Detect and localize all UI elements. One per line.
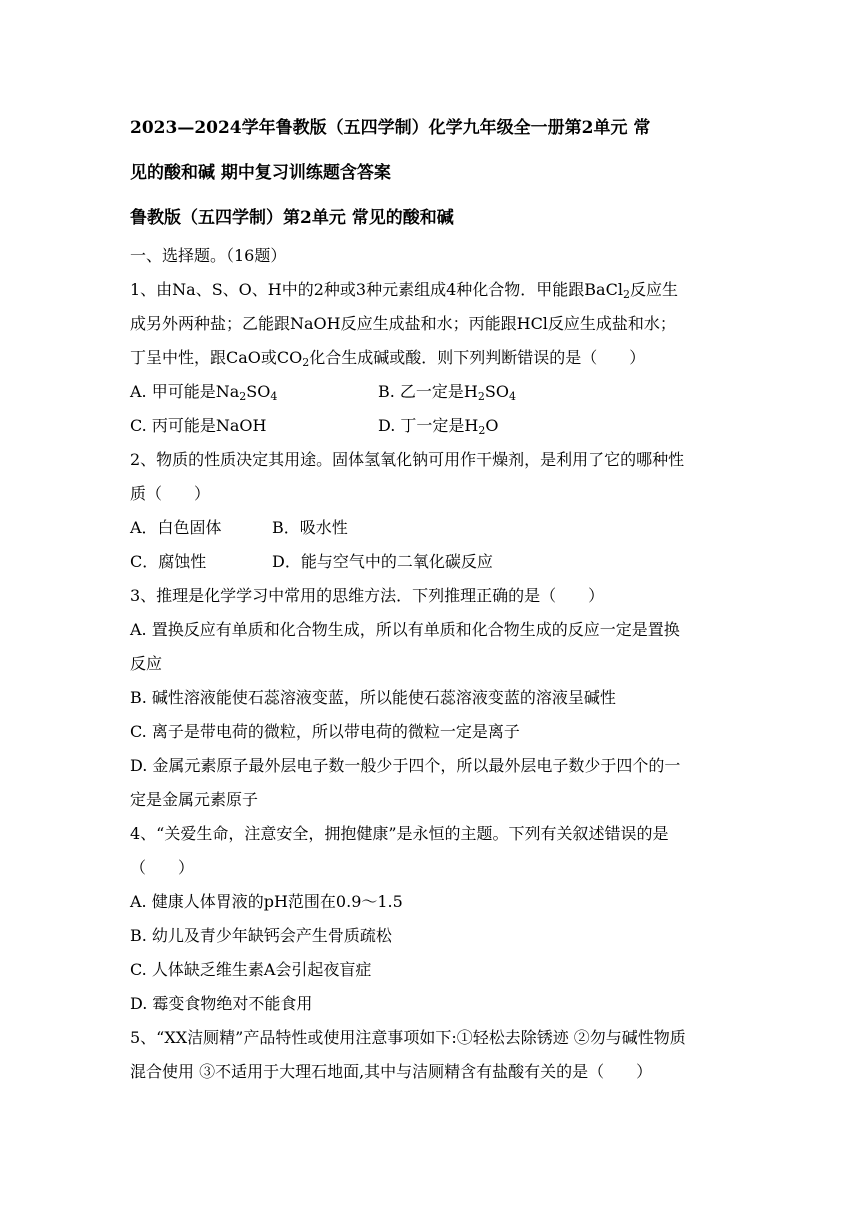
q1-options-row-1 [130,382,516,403]
q2-option-d: D．能与空气中的二氧化碳反应 [272,552,493,571]
doc-title-line-1: 2023—2024学年鲁教版（五四学制）化学九年级全一册第2单元 常 [130,118,651,138]
q4-option-b: B. 幼儿及青少年缺钙会产生骨质疏松 [130,926,392,945]
q3-option-d-line-2: 定是金属元素原子 [130,790,259,809]
q5-stem-line-1: 5、“XX洁厕精”产品特性或使用注意事项如下:①轻松去除锈迹 ②勿与碱性物质 [130,1028,686,1047]
q2-option-c: C．腐蚀性 [130,552,207,571]
q1-stem-line-2: 成另外两种盐；乙能跟NaOH反应生成盐和水；丙能跟HCl反应生成盐和水； [130,314,676,333]
q2-stem-line-1: 2、物质的性质决定其用途。固体氢氧化钠可用作干燥剂，是利用了它的哪种性 [130,450,685,469]
q4-stem-line-2: （ ） [130,858,195,877]
q1-options-row-2 [130,416,499,437]
q1-option-c: C. 丙可能是NaOH [130,416,267,435]
doc-subtitle: 鲁教版（五四学制）第2单元 常见的酸和碱 [130,208,454,228]
q2-options-row-1 [130,518,348,538]
q4-option-a: A. 健康人体胃液的pH范围在0.9～1.5 [130,892,403,911]
q1-option-b: B. 乙一定是$H_2SO_4$ [378,382,516,403]
q1-stem-line-3: 丁呈中性，跟CaO或$CO_2$化合生成碱或酸．则下列判断错误的是（ ） [130,348,646,369]
q2-option-b: B．吸水性 [272,518,348,537]
q5-stem-line-2: 混合使用 ③不适用于大理石地面,其中与洁厕精含有盐酸有关的是（ ） [130,1062,653,1081]
q1-stem-line-1: 1、由Na、S、O、H中的2种或3种元素组成4种化合物．甲能跟BaCl$_2$反应生 [130,280,678,301]
q3-option-a-line-2: 反应 [130,654,163,673]
q2-option-a: A．白色固体 [130,518,222,537]
q4-option-c: C. 人体缺乏维生素A会引起夜盲症 [130,960,372,979]
q4-stem-line-1: 4、“关爱生命，注意安全，拥抱健康”是永恒的主题。下列有关叙述错误的是 [130,824,669,843]
q3-option-a-line-1: A. 置换反应有单质和化合物生成，所以有单质和化合物生成的反应一定是置换 [130,620,680,639]
q3-option-b: B. 碱性溶液能使石蕊溶液变蓝，所以能使石蕊溶液变蓝的溶液呈碱性 [130,688,616,707]
q1-option-d: D. 丁一定是$H_2O$ [378,416,499,437]
doc-title-line-2: 见的酸和碱 期中复习训练题含答案 [130,163,391,183]
q4-option-d: D. 霉变食物绝对不能食用 [130,994,313,1013]
q3-option-d-line-1: D. 金属元素原子最外层电子数一般少于四个，所以最外层电子数少于四个的一 [130,756,681,775]
section-heading: 一、选择题。（16题） [130,246,287,265]
q1-option-a: A. 甲可能是$Na_2SO_4$ [130,382,278,403]
q2-options-row-2 [130,552,493,572]
q3-stem: 3、推理是化学学习中常用的思维方法．下列推理正确的是（ ） [130,586,605,605]
q3-option-c: C. 离子是带电荷的微粒，所以带电荷的微粒一定是离子 [130,722,520,741]
q2-stem-line-2: 质（ ） [130,484,211,503]
